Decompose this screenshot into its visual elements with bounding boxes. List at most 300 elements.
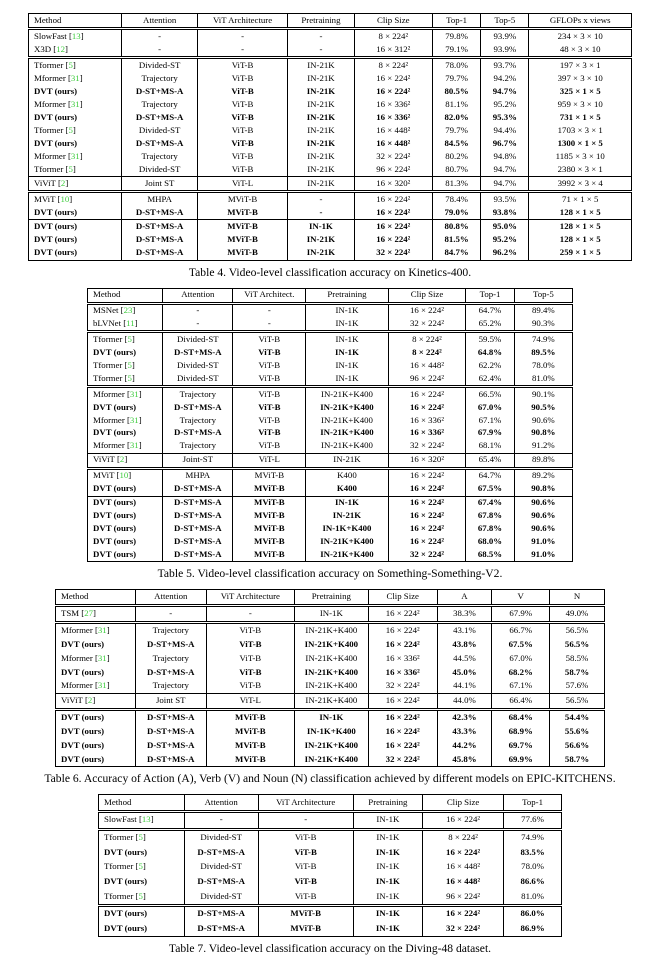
data-cell: 3992 × 3 × 4 <box>529 177 632 192</box>
data-cell: 89.2% <box>514 468 572 482</box>
citation-link[interactable]: 31 <box>97 680 107 691</box>
data-cell: 66.5% <box>466 387 515 401</box>
citation-link[interactable]: 2 <box>60 177 66 188</box>
data-cell: 16 × 312² <box>354 43 432 58</box>
data-cell: 42.3% <box>437 710 492 725</box>
data-cell: 16 × 224² <box>368 739 437 753</box>
column-header: Top-1 <box>432 14 480 29</box>
method-name: SlowFast <box>34 30 67 41</box>
method-cell <box>88 510 163 523</box>
column-header: Clip Size <box>368 590 437 606</box>
data-cell: ViT-B <box>258 889 353 905</box>
data-cell: 45.0% <box>437 666 492 680</box>
data-cell: 959 × 3 × 10 <box>529 98 632 111</box>
table-row <box>29 124 632 137</box>
data-cell: - <box>233 317 306 331</box>
data-cell: IN-21K+K400 <box>306 548 388 561</box>
data-cell: 16 × 224² <box>368 710 437 725</box>
data-cell: 16 × 224² <box>354 220 432 234</box>
column-header: Method <box>88 288 163 303</box>
citation-link[interactable]: 5 <box>138 861 143 872</box>
data-cell: ViT-B <box>233 427 306 440</box>
method-name: DVT (ours) <box>34 85 78 96</box>
data-cell: Trajectory <box>135 623 206 638</box>
data-cell: 67.5% <box>466 483 515 496</box>
column-header: Method <box>99 795 185 812</box>
method-cell <box>99 905 185 921</box>
data-cell: 128 × 1 × 5 <box>529 220 632 234</box>
data-cell: Divided-ST <box>184 860 258 875</box>
data-cell: 67.0% <box>466 401 515 414</box>
citation-link[interactable]: 27 <box>84 608 94 619</box>
data-cell: IN-21K+K400 <box>294 638 368 652</box>
method-name: DVT (ours) <box>93 535 137 546</box>
data-cell: D-ST+MS-A <box>135 753 206 767</box>
citation-link[interactable]: 31 <box>129 414 139 425</box>
caption-table6-epic-kitchens: Table 6. Accuracy of Action (A), Verb (V) and Noun (N) classification achieved by different models on EPIC-KITCHENS. <box>44 772 616 786</box>
data-cell: ViT-B <box>258 875 353 890</box>
data-cell: ViT-B <box>233 414 306 427</box>
method-name: MViT <box>93 470 115 481</box>
table-row <box>88 401 573 414</box>
column-header: A <box>437 590 492 606</box>
method-cell: Tformer [5] <box>88 332 163 346</box>
data-cell: MViT-B <box>206 753 294 767</box>
data-cell: 82.0% <box>432 111 480 124</box>
table-row <box>88 427 573 440</box>
data-cell: IN-21K <box>288 137 354 150</box>
table-row <box>29 111 632 124</box>
citation-link[interactable]: 11 <box>126 317 135 328</box>
method-cell <box>29 220 122 234</box>
table-row <box>88 510 573 523</box>
column-header: Top-1 <box>504 795 562 812</box>
column-header: Clip Size <box>354 14 432 29</box>
method-name: Mformer <box>61 652 93 663</box>
method-name: DVT (ours) <box>61 725 105 736</box>
data-cell: 93.7% <box>481 58 529 73</box>
citation-link[interactable]: 31 <box>97 625 107 635</box>
citation-link[interactable]: 31 <box>97 652 107 663</box>
table-row <box>29 137 632 150</box>
data-cell: 67.0% <box>492 652 550 666</box>
data-cell: 67.5% <box>492 638 550 652</box>
column-header: GFLOPs x views <box>529 14 632 29</box>
data-cell: 81.5% <box>432 234 480 247</box>
data-cell: 62.4% <box>466 372 515 386</box>
method-name: TSM <box>61 608 80 619</box>
data-cell: ViT-L <box>206 694 294 710</box>
header-row <box>88 288 573 303</box>
data-cell: 95.2% <box>481 98 529 111</box>
data-cell: Trajectory <box>135 679 206 693</box>
table-row <box>88 387 573 401</box>
citation-link[interactable]: 13 <box>141 814 151 825</box>
figure-table7-diving48 <box>0 794 660 964</box>
table-row <box>88 468 573 482</box>
method-name: DVT (ours) <box>61 712 105 723</box>
data-cell: ViT-B <box>233 401 306 414</box>
method-name: Tformer <box>104 890 134 901</box>
data-cell: Divided-ST <box>163 372 233 386</box>
method-cell <box>56 710 136 725</box>
data-cell: D-ST+MS-A <box>184 875 258 890</box>
table-row <box>88 453 573 468</box>
data-cell: D-ST+MS-A <box>135 710 206 725</box>
data-cell: 91.2% <box>514 440 572 453</box>
table5-ssv2 <box>87 288 573 563</box>
data-cell: IN-21K <box>288 58 354 73</box>
data-cell: MViT-B <box>197 220 287 234</box>
citation-link[interactable]: 5 <box>138 832 143 843</box>
data-cell: IN-1K <box>353 845 422 860</box>
data-cell: 1703 × 3 × 1 <box>529 124 632 137</box>
method-name: DVT (ours) <box>93 483 137 494</box>
data-cell: 94.7% <box>481 85 529 98</box>
citation-link[interactable]: 5 <box>68 59 73 70</box>
data-cell: 16 × 336² <box>368 666 437 680</box>
column-header: Clip Size <box>388 288 466 303</box>
table-row <box>88 440 573 453</box>
data-cell: D-ST+MS-A <box>163 427 233 440</box>
method-name: DVT (ours) <box>61 753 105 764</box>
column-header: Top-5 <box>514 288 572 303</box>
data-cell: IN-1K <box>353 889 422 905</box>
method-cell: Tformer [5] <box>29 58 122 73</box>
method-name: ViViT <box>61 695 83 706</box>
method-name: ViViT <box>34 177 56 188</box>
data-cell: 16 × 224² <box>388 387 466 401</box>
data-cell: 64.7% <box>466 468 515 482</box>
data-cell: Trajectory <box>122 150 197 163</box>
data-cell: Joint-ST <box>163 453 233 468</box>
data-cell: 67.4% <box>466 496 515 509</box>
method-cell <box>99 845 185 860</box>
method-name: Mformer <box>61 625 93 635</box>
citation-link[interactable]: 31 <box>70 72 80 83</box>
data-cell: MViT-B <box>197 247 287 261</box>
citation-link[interactable]: 5 <box>127 333 132 344</box>
data-cell: IN-1K <box>353 860 422 875</box>
data-cell: ViT-B <box>197 150 287 163</box>
data-cell: 57.6% <box>550 679 605 693</box>
data-cell: 79.7% <box>432 124 480 137</box>
header-row <box>99 795 562 812</box>
data-cell: 69.7% <box>492 739 550 753</box>
data-cell: 56.5% <box>550 694 605 710</box>
table-row <box>88 548 573 561</box>
data-cell: 16 × 448² <box>423 875 504 890</box>
method-name: Tformer <box>93 333 123 344</box>
table-row <box>29 98 632 111</box>
data-cell: - <box>135 606 206 623</box>
data-cell: IN-21K+K400 <box>294 753 368 767</box>
method-name: DVT (ours) <box>61 666 105 677</box>
data-cell: 91.0% <box>514 548 572 561</box>
method-cell: bLVNet [11] <box>88 317 163 331</box>
data-cell: 44.0% <box>437 694 492 710</box>
citation-link[interactable]: 31 <box>70 98 80 109</box>
citation-link[interactable]: 5 <box>127 372 132 383</box>
data-cell: MViT-B <box>233 483 306 496</box>
column-header: ViT Architecture <box>258 795 353 812</box>
data-cell: 38.3% <box>437 606 492 623</box>
data-cell: ViT-B <box>197 111 287 124</box>
data-cell: Joint ST <box>122 177 197 192</box>
data-cell: 16 × 224² <box>354 234 432 247</box>
data-cell: 16 × 224² <box>368 606 437 623</box>
table-row <box>88 346 573 359</box>
method-cell <box>56 753 136 767</box>
method-cell <box>88 483 163 496</box>
method-name: Mformer <box>93 388 125 399</box>
data-cell: 16 × 224² <box>368 623 437 638</box>
data-cell: MViT-B <box>233 468 306 482</box>
data-cell: IN-21K <box>288 163 354 177</box>
method-name: DVT (ours) <box>93 497 137 508</box>
data-cell: IN-1K <box>294 606 368 623</box>
citation-link[interactable]: 5 <box>127 359 132 370</box>
citation-link[interactable]: 5 <box>138 890 143 901</box>
citation-link[interactable]: 12 <box>56 43 66 54</box>
data-cell: D-ST+MS-A <box>122 206 197 220</box>
method-cell <box>88 346 163 359</box>
data-cell: 16 × 224² <box>388 303 466 317</box>
method-name: DVT (ours) <box>104 846 148 857</box>
column-header: V <box>492 590 550 606</box>
data-cell: ViT-B <box>197 98 287 111</box>
data-cell: 16 × 336² <box>368 652 437 666</box>
data-cell: Trajectory <box>135 652 206 666</box>
caption-table4-kinetics400: Table 4. Video-level classification accuracy on Kinetics-400. <box>188 265 472 279</box>
data-cell: 79.7% <box>432 72 480 85</box>
method-name: DVT (ours) <box>34 111 78 122</box>
data-cell: IN-1K <box>353 812 422 830</box>
data-cell: IN-21K <box>288 177 354 192</box>
method-cell <box>88 523 163 536</box>
data-cell: - <box>197 29 287 44</box>
data-cell: IN-21K <box>288 124 354 137</box>
data-cell: ViT-L <box>197 177 287 192</box>
citation-link[interactable]: 5 <box>68 163 73 174</box>
table-row <box>29 29 632 44</box>
method-name: MViT <box>34 194 56 204</box>
table-row <box>88 372 573 386</box>
data-cell: 67.8% <box>466 510 515 523</box>
data-cell: 128 × 1 × 5 <box>529 234 632 247</box>
data-cell: 65.2% <box>466 317 515 331</box>
method-name: DVT (ours) <box>93 523 137 534</box>
data-cell: 1185 × 3 × 10 <box>529 150 632 163</box>
method-name: DVT (ours) <box>93 548 137 559</box>
table-row <box>29 85 632 98</box>
data-cell: - <box>206 606 294 623</box>
data-cell: 90.3% <box>514 317 572 331</box>
table-row <box>99 860 562 875</box>
data-cell: ViT-B <box>197 137 287 150</box>
data-cell: 16 × 224² <box>423 905 504 921</box>
method-cell: Mformer [31] <box>29 150 122 163</box>
column-header: Clip Size <box>423 795 504 812</box>
data-cell: 43.3% <box>437 725 492 739</box>
table-row <box>88 523 573 536</box>
method-cell: X3D [12] <box>29 43 122 58</box>
method-cell: Mformer [31] <box>29 98 122 111</box>
table-row <box>29 43 632 58</box>
data-cell: ViT-B <box>206 638 294 652</box>
data-cell: D-ST+MS-A <box>135 638 206 652</box>
data-cell: 90.8% <box>514 483 572 496</box>
data-cell: 16 × 320² <box>354 177 432 192</box>
table-row <box>88 496 573 509</box>
data-cell: 84.5% <box>432 137 480 150</box>
data-cell: ViT-B <box>233 346 306 359</box>
data-cell: 16 × 448² <box>388 359 466 372</box>
method-name: Tformer <box>104 832 134 843</box>
data-cell: 86.6% <box>504 875 562 890</box>
method-name: Tformer <box>34 124 64 135</box>
data-cell: 81.3% <box>432 177 480 192</box>
column-header: ViT Architecture <box>206 590 294 606</box>
column-header: Top-1 <box>466 288 515 303</box>
table-row <box>29 206 632 220</box>
data-cell: IN-1K <box>353 875 422 890</box>
data-cell: - <box>197 43 287 58</box>
column-header: Attention <box>184 795 258 812</box>
data-cell: 80.2% <box>432 150 480 163</box>
data-cell: 95.2% <box>481 234 529 247</box>
data-cell: 32 × 224² <box>354 247 432 261</box>
data-cell: IN-21K+K400 <box>306 387 388 401</box>
citation-link[interactable]: 23 <box>123 305 133 316</box>
data-cell: ViT-B <box>197 58 287 73</box>
data-cell: 64.8% <box>466 346 515 359</box>
data-cell: IN-21K+K400 <box>294 666 368 680</box>
data-cell: 90.8% <box>514 427 572 440</box>
citation-link[interactable]: 5 <box>68 124 73 135</box>
method-cell: Mformer [31] <box>56 652 136 666</box>
citation-link[interactable]: 2 <box>119 454 125 465</box>
method-cell: Mformer [31] <box>29 72 122 85</box>
data-cell: 80.7% <box>432 163 480 177</box>
data-cell: MViT-B <box>206 725 294 739</box>
method-cell <box>29 247 122 261</box>
table-row <box>88 414 573 427</box>
data-cell: 68.1% <box>466 440 515 453</box>
citation-link[interactable]: 2 <box>87 695 93 706</box>
data-cell: D-ST+MS-A <box>184 921 258 936</box>
data-cell: IN-1K <box>353 921 422 936</box>
data-cell: 16 × 224² <box>388 523 466 536</box>
data-cell: D-ST+MS-A <box>163 523 233 536</box>
data-cell: IN-1K <box>306 317 388 331</box>
data-cell: 93.8% <box>481 206 529 220</box>
data-cell: K400 <box>306 468 388 482</box>
data-cell: 77.6% <box>504 812 562 830</box>
data-cell: 89.5% <box>514 346 572 359</box>
citation-link[interactable]: 13 <box>71 30 81 41</box>
citation-link[interactable]: 10 <box>119 470 129 481</box>
data-cell: MViT-B <box>233 548 306 561</box>
citation-link[interactable]: 31 <box>129 388 139 399</box>
table-row <box>88 317 573 331</box>
data-cell: IN-21K <box>288 150 354 163</box>
method-name: Mformer <box>34 150 66 161</box>
method-cell <box>88 401 163 414</box>
method-cell: Tformer [5] <box>88 359 163 372</box>
caption-table7-diving48: Table 7. Video-level classification accuracy on the Diving-48 dataset. <box>168 942 492 956</box>
data-cell: 43.8% <box>437 638 492 652</box>
data-cell: ViT-B <box>206 666 294 680</box>
data-cell: 59.5% <box>466 332 515 346</box>
data-cell: IN-1K+K400 <box>306 523 388 536</box>
citation-link[interactable]: 31 <box>70 150 80 161</box>
data-cell: 74.9% <box>504 829 562 845</box>
data-cell: 8 × 224² <box>354 58 432 73</box>
data-cell: IN-1K <box>353 829 422 845</box>
data-cell: 80.5% <box>432 85 480 98</box>
data-cell: D-ST+MS-A <box>135 739 206 753</box>
data-cell: 325 × 1 × 5 <box>529 85 632 98</box>
method-cell: Mformer [31] <box>88 414 163 427</box>
data-cell: 71 × 1 × 5 <box>529 192 632 207</box>
citation-link[interactable]: 31 <box>129 440 139 451</box>
method-cell: MViT [10] <box>29 192 122 207</box>
data-cell: IN-21K <box>288 98 354 111</box>
data-cell: - <box>288 43 354 58</box>
data-cell: 16 × 224² <box>388 535 466 548</box>
data-cell: 16 × 224² <box>388 468 466 482</box>
data-cell: 96 × 224² <box>354 163 432 177</box>
data-cell: 86.0% <box>504 905 562 921</box>
table-row <box>56 753 605 767</box>
data-cell: MViT-B <box>233 535 306 548</box>
data-cell: 78.0% <box>514 359 572 372</box>
data-cell: MHPA <box>163 468 233 482</box>
data-cell: 16 × 336² <box>354 111 432 124</box>
data-cell: IN-1K <box>306 303 388 317</box>
data-cell: 93.5% <box>481 192 529 207</box>
citation-link[interactable]: 10 <box>60 194 70 204</box>
data-cell: 1300 × 1 × 5 <box>529 137 632 150</box>
data-cell: D-ST+MS-A <box>122 220 197 234</box>
data-cell: - <box>288 206 354 220</box>
data-cell: K400 <box>306 483 388 496</box>
data-cell: 66.4% <box>492 694 550 710</box>
data-cell: D-ST+MS-A <box>163 510 233 523</box>
data-cell: - <box>288 192 354 207</box>
table-row <box>56 638 605 652</box>
data-cell: D-ST+MS-A <box>122 111 197 124</box>
data-cell: 731 × 1 × 5 <box>529 111 632 124</box>
data-cell: 56.5% <box>550 638 605 652</box>
data-cell: 234 × 3 × 10 <box>529 29 632 44</box>
data-cell: 66.7% <box>492 623 550 638</box>
data-cell: 79.1% <box>432 43 480 58</box>
table-row <box>99 905 562 921</box>
data-cell: D-ST+MS-A <box>122 137 197 150</box>
method-name: Mformer <box>34 98 66 109</box>
data-cell: 16 × 224² <box>388 496 466 509</box>
method-cell <box>56 638 136 652</box>
data-cell: 44.2% <box>437 739 492 753</box>
data-cell: IN-21K <box>306 453 388 468</box>
data-cell: 43.1% <box>437 623 492 638</box>
data-cell: - <box>184 812 258 830</box>
data-cell: 32 × 224² <box>388 548 466 561</box>
table-row <box>88 359 573 372</box>
method-cell: MViT [10] <box>88 468 163 482</box>
